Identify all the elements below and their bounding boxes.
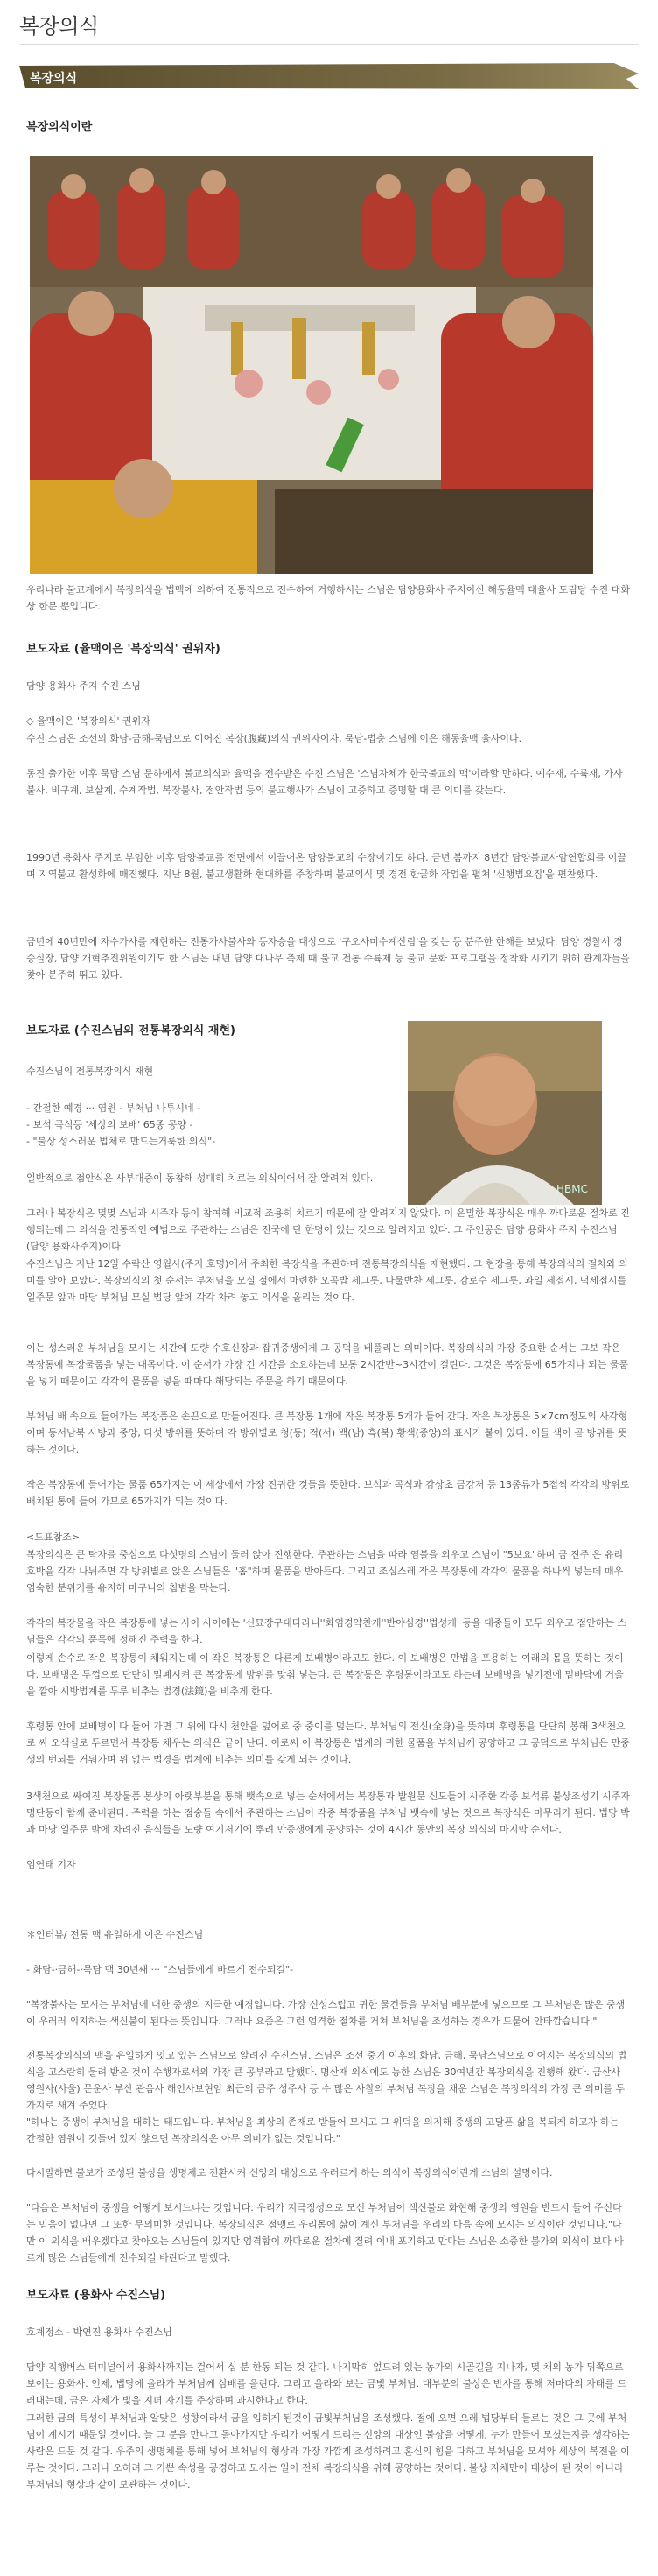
article-paragraph: "다음은 부처님이 중생을 어떻게 보시느냐는 것입니다. 우리가 지극정성으로 모신 부처님이 색신불로 화현해 중생의 염원을 반드시 들어 주신다는 믿음이 없다면 그 또한 무의미한 것입니다. 복장의식은 점맹로 우리몸에 삶이 계신 부처님을 우리의 마음 속에 모시는 의식이란 것입니다."다만 이 의식을 배우겠다고 찾아오는 스님들이 있지만 엄격함이 까다로운 절차에 질려 이내 포기하고 만다는 스님은 소중한 불가의 의식이 보다 바르게 많은 스님들에게 전수되길 바란다고 말했다. [26,2202,624,2263]
article-paragraph: 금년에 40년만에 자수가사를 재현하는 전통가사불사와 동자승을 대상으로 '구오사미수계산림'을 갖는 등 분주한 한해를 보냈다. 담양 경찰서 경승실장, 담양 개혁추진위원이기도 한 스님은 내년 담양 대나무 축제 때 불교 전통 수륙제 등 불교 문화 프로그램을 정착화 시키기 위해 관계자들을 찾아 분주히 뛰고 있다. [26,936,630,981]
article-paragraph: 부처님 배 속으로 들어가는 복장품은 손끈으로 만들어진다. 큰 복장통 1개에 작은 복장통 5개가 들어 간다. 작은 복장통은 5×7cm정도의 사각형이며 동서남북 사방과 중앙, 다섯 방위를 뜻하며 각 방위별로 청(동) 적(서) 백(남) 흑(북) 황색(중앙)의 표시가 붙어 있다. 이들 색이 곧 방위를 뜻하는 것이다. [26,1411,628,1455]
article-bullet: - 보석·곡식등 '세상의 보배' 65종 공양 - [26,1119,193,1130]
ritual-photo-image [30,156,593,574]
article-paragraph: 복장의식은 큰 탁자를 중심으로 다섯명의 스님이 둘러 앉아 진행한다. 주관하는 스님을 따라 염불을 외우고 스님이 "5보요"하며 금 진주 은 유리 호박을 각각 나눠주면 각 방위별로 앉은 스님들은 "홉"하며 물품을 받아든다. 그리고 조심스레 작은 복장통에 각각의 물품을 하나씩 넣는데 매우 엄숙한 분위기를 유지해 마구니의 침범을 막는다. [26,1549,624,1594]
section-banner [19,63,639,89]
article-paragraph: 이는 성스러운 부처님을 모시는 시간에 도량 수호신장과 잡귀중생에게 그 공덕을 베풀리는 의미이다. 복장의식의 가장 중요한 순서는 그보 작은 복장통에 복장물품을 넣는 대목이다. 이 순서가 가장 긴 시간을 소요하는데 보통 2시간반~3시간이 걸린다. 그것은 복장통에 65가지나 되는 물품을 넣기 때문이고 각각의 물품을 넣을 때마다 해당되는 주문을 하기 때문이다. [26,1342,629,1387]
section-heading: 복장의식이란 [26,121,93,134]
section-banner-label: 복장의식 [30,72,78,86]
article-paragraph: 각각의 복장물을 작은 복장통에 넣는 사이 사이에는 '신묘장구대다라니''화엄경약찬게''반야심경''법성게' 등을 대중들이 모두 외우고 점안하는 스님들은 각각의 품목에 정해진 주력을 한다. [26,1617,626,1645]
article-paragraph: 이렇게 손수로 작은 복장통이 채워지는데 이 작은 복장통은 다른게 보배병이라고도 한다. 이 보배병은 만법을 포용하는 여래의 몸을 뜻하는 것이다. 보배병은 두껍으로 단단히 밀폐시켜 큰 복장통에 방위를 맞춰 넣는다. 큰 복장통은 후령통이라고도 하는데 보배병을 넣기전에 밑바닥에 거울을 깔아 시방법계를 두루 비추는 법경(法鏡)을 비추게 한다. [26,1652,624,1697]
section-heading: 보도자료 (용화사 수진스님) [26,2289,166,2302]
article-paragraph: 그러한 금의 특성이 부처님과 알맞은 성향이라서 금을 입히게 된것이 금빛부처님을 조성했다. 절에 오면 으레 법당부터 들르는 것은 그 곳에 부처님이 계시기 때문일 것이다. 늘 그 분을 만나고 돌아가지만 우리가 어떻게 드리는 신앙의 대상인 불상을 어떻게, 누가 만들어 모셨는지를 생각하는 사람은 드문 것 같다. 우주의 생명체를 통해 넣어 부처님의 형상과 가장 가깝게 조성하려고 혼신의 힘을 다하고 부처님을 모셔와 세상의 복전을 이루는 것이다. 그러나 오히려 그 기쁜 속성을 공경하고 모시는 일이 전체 복장의식을 위해 공양하는 것이다. 불상 자체만이 대상이 된 것이 아니라 부처님의 형상과 같이 보관하는 것이다. [26,2412,630,2490]
article-note: <도표참조> [26,1531,80,1543]
article-paragraph: 수진 스님은 조선의 화담-금해-묵담으로 이어진 복장(腹藏)의식 권위자이자, 묵담-법충 스님에 이은 해동율맥 율사이다. [26,733,522,744]
section-heading: 보도자료 (율맥이은 '복장의식' 권위자) [26,643,220,656]
article-source: 담양 용화사 주지 수진 스님 [26,680,141,692]
article-paragraph: 담양 직행버스 터미널에서 용화사까지는 걸어서 십 분 한동 되는 것 같다. 나지막히 엎드려 있는 농가의 시골길을 지나자, 몇 채의 농가 뒤쪽으로 보이는 용화사. 언제, 법당에 올라가 부처님께 삼배를 올린다. 그리고 올라와 보는 금빛 부처님. 대부분의 불상은 반사를 통해 저마다의 자태를 드러내는데, 금은 자체가 빛을 지녀 자기를 주장하며 과시한다고 한다. [26,2361,627,2406]
article-paragraph: 동진 출가한 이후 묵담 스님 문하에서 불교의식과 율맥을 전수받은 수진 스님은 '스님자체가 한국불교의 맥'이라할 만하다. 예수재, 수륙재, 가사불사, 비구계, 보살계, 수계작법, 복장불사, 점안작법 등의 불교행사가 스님이 고증하고 증명할 대 큰 의미를 갖는다. [26,768,623,796]
intro-caption: 우리나라 불교계에서 복장의식을 법맥에 의하여 전통적으로 전수하여 거행하시는 스님은 담양용화사 주지이신 해동율맥 대율사 도림당 수진 대화상 한분 뿐입니다. [26,584,631,612]
interview-heading: ＊인터뷰/ 전통 맥 유일하게 이은 수진스님 [26,1929,204,1940]
interview-subheading: - 화담-·금해-·묵담 맥 30년째 ··· "스님들에게 바르게 전수되길"- [26,1964,294,1975]
article-paragraph: "하나는 중생이 부처님을 대하는 태도입니다. 부처님을 최상의 존재로 받들어 모시고 그 위덕을 의지해 중생의 고달픈 삶을 복되게 하고자 하는 간절한 염원이 깃들어 있지 않으면 복장의식은 아무 의미가 없는 것입니다." [26,2116,620,2144]
page-title: 복장의식 [19,14,99,39]
article-paragraph: 후령통 안에 보배병이 다 들어 가면 그 위에 다시 천안을 덮어로 중 중이를 덮는다. 부처님의 전신(全身)을 뜻하며 후령통을 단단히 봉해 3색천으로 싸 오색실로 두르면서 복장통 채우는 의식은 끝이 난다. 이로써 이 복장통은 법계의 귀한 물품을 부처님께 공양하고 그 공덕으로 부처님은 만중생의 번뇌를 거둬가며 위 없는 법경을 법계에 비추는 의미를 갖게 되는 것이다. [26,1721,630,1765]
article-paragraph: 전통복장의식의 맥을 유일하게 잇고 있는 스님으로 알려진 수진스님. 스님은 조선 중기 이후의 화담, 금해, 묵담스님으로 이어지는 복장의식의 법식을 고스란히 물려 받은 것이 수행자로서의 가장 큰 공부라고 말했다. 명산재 의식에도 능한 스님은 30여년간 복장의식을 진행해 왔다. 금산사 영원사(사울) 문운사 부산 관음사 해인사보현암 최근의 금주 성주사 등 수 많은 사찰의 부처님 복장을 채운 스님은 복장의식의 가장 큰 의미를 두가지로 새겨 주었다. [26,2050,627,2111]
article-paragraph: "복장불사는 모시는 부처님에 대한 중생의 지극한 예경입니다. 가장 신성스럽고 귀한 물건들을 부처님 배부분에 넣으므로 그 부처님은 많은 중생이 우러러 의지하는 색신불이 된다는 뜻입니다. 그러나 요즘은 그런 엄격한 절차를 거쳐 부처님을 조성하는 경우가 드물어 안타깝습니다." [26,1999,626,2027]
article-paragraph: 수진스님은 지난 12일 수락산 영월사(주지 호명)에서 주최한 복장식을 주관하며 전통복장의식을 재현했다. 그 현장을 통해 복장의식의 절차와 의미를 알아 보았다. 복장의식의 첫 순서는 부처님을 모실 절에서 마련한 오곡밥 세그릇, 나물반찬 세그릇, 감로수 세그릇, 과일 세접시, 떡세접시를 일주문 앞과 마당 부처님 모실 법당 앞에 각각 차려 놓고 의식을 올리는 것이다. [26,1258,628,1303]
article-paragraph: 다시말하면 불보가 조성된 불상을 생명체로 전환시켜 신앙의 대상으로 우러르게 하는 의식이 복장의식이란게 스님의 설명이다. [26,2167,553,2178]
watermark-logo: HBMC [556,1183,588,1195]
article-source: 수진스님의 전통복장의식 재현 [26,1066,154,1077]
article-paragraph: 작은 복장통에 들어가는 물품 65가지는 이 세상에서 가장 진귀한 것들을 뜻한다. 보석과 곡식과 감상초 금강저 등 13종류가 5접씩 각각의 방위로 배치된 통에 들어 가므로 65가지가 되는 것이다. [26,1479,630,1507]
section-heading: 보도자료 (수진스님의 전통복장의식 재현) [26,1024,235,1038]
reporter-name: 임연태 기자 [26,1859,76,1870]
article-bullet: - 간절한 예경 ··· 염원 - 부처님 나투시네 - [26,1102,201,1114]
monk-portrait [408,1021,602,1205]
article-paragraph: 1990년 용화사 주지로 부임한 이후 담양불교를 전면에서 이끌어온 담양불교의 수장이기도 하다. 금년 봄까지 8년간 담양불교사암연합회를 이끌며 지역불교 활성화에 매진했다. 지난 8월, 불교생활화 현대화를 주창하며 불교의식 및 경전 한글화 작업을 펼쳐 '신행법요집'을 편찬했다. [26,852,626,880]
article-paragraph: 일반적으로 점안식은 사부대중이 동참해 성대히 치르는 의식이어서 잘 알려져 있다. [26,1172,374,1184]
article-subheading: ◇ 율맥이은 '복장의식' 권위자 [26,715,150,727]
article-source: 호계정소 - 박연진 용화사 수진스님 [26,2326,172,2338]
ritual-photo [30,156,593,574]
article-paragraph: 3색천으로 싸여진 복장물품 봉상의 아랫부분을 통해 뱃속으로 넣는 순서에서는 복장통과 발원문 신도들이 시주한 각종 보석류 불상조성기 시주자 명단등이 함께 준비된다. 주력을 하는 점숭들 속에서 주관하는 스님이 각종 복장품을 부처님 뱃속에 넣는 것으로 복장식은 마무리가 된다. 법당 박과 마당 일주문 밖에 차려진 음식들을 도량 여기저기에 뿌려 만중생에게 공양하는 것이 4시간 동안의 복장 의식의 마지막 순서다. [26,1791,630,1835]
title-divider [19,44,639,45]
monk-portrait-image [408,1021,602,1205]
article-paragraph: 그러나 복장식은 몇몇 스님과 시주자 등이 참여해 비교적 조용히 치르기 때문에 잘 알려지지 않았다. 이 은밀한 복장식은 매우 까다로운 절차로 진행되는데 그 의식을 전통적인 예법으로 주관하는 스님은 전국에 단 한명이 있는 것으로 알려지고 있다. 그 주인공은 담양 용화사 주지 수진스님(담양 용화사주지)이다. [26,1207,630,1252]
article-bullet: - "불상 성스러운 법체로 만드는거룩한 의식"- [26,1136,216,1147]
